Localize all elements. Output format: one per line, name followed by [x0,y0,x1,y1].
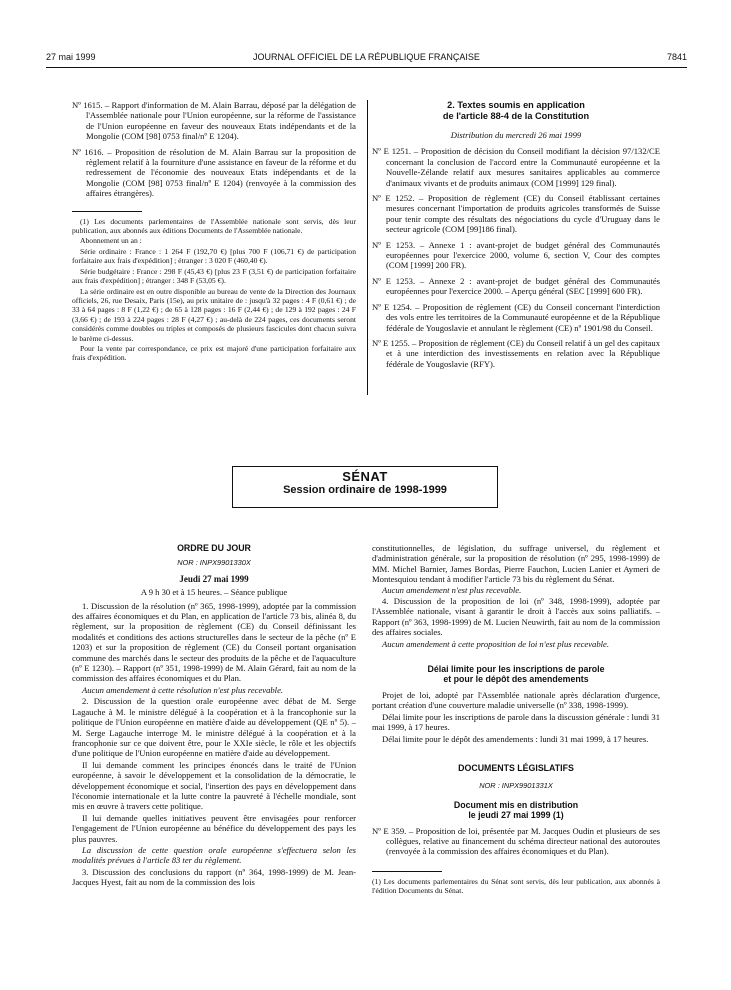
delai-title: Délai limite pour les inscriptions de parole [427,664,605,675]
footnote-line: La série ordinaire est en outre disponible au bureau de vente de la Direction des Journaux officiels, 26, rue Desaix, Paris (15e), au prix unitaire de : jusqu'à 32 pages : 4 F (0,61 €) ; de 33 à 64 pages : 8 F (1,22 €) ; de 65 à 128 pages : 16 F (2,44 €) ; de 129 à 192 pages : 24 F (3,66 €) ; de 193 à 224 pages : 28 F (4,27 €) ; au-delà de 224 pages, ces documents seront considérés comme doubles ou triples et composés de plusieurs fascicules dont chacun suivra le barème ci-dessus. [72,286,356,343]
lower-left-column [72,543,356,889]
documents-title: DOCUMENTS LÉGISLATIFS [458,762,574,773]
footnote-line: (1) Les documents parlementaires de l'Assemblée nationale sont servis, dès leur publication, aux abonnés aux éditions Documents de l'Assemblée nationale. [72,216,356,236]
ordre-du-jour-title: ORDRE DU JOUR [177,543,251,553]
list-item: Nº 1616. – Proposition de résolution de M. Alain Barrau sur la proposition de règlement relatif à la fourniture d'une assistance en faveur de la réforme et du redressement de l'économie des nouveaux Etats indépendants et de la Mongolie (COM [98] 0753 final/nº E 1204) (renvoyée à la commission des affaires étrangères). [72,146,356,199]
session-title: Session ordinaire de 1998-1999 [283,484,447,497]
agenda-note: Aucun amendement à cette proposition de loi n'est plus recevable. [382,638,609,649]
upper-right-column [372,100,660,374]
senat-title: SÉNAT [342,469,388,484]
footnote-rule [372,871,442,872]
agenda-note: Aucun amendement n'est plus recevable. [382,584,522,595]
lower-right-column [372,543,660,896]
agenda-note: La discussion de cette question orale européenne s'effectuera selon les modalités prévues à l'article 83 ter du règlement. [72,844,356,866]
agenda-paragraph: constitutionnelles, de législation, du suffrage universel, du règlement et d'administration générale, sur la proposition de résolution (nº 295, 1998-1999) de MM. Michel Barnier, James Bordas, Pierre Fauchon, Lucien Lanier et Aymeri de Montesquiou tendant à modifier l'article 73 bis du règlement du Sénat. [372,543,660,585]
footnote: (1) Les documents parlementaires du Sénat sont servis, dès leur publication, aux abonnés à l'édition Documents du Sénat. [372,876,660,896]
delai-paragraph: Délai limite pour le dépôt des amendements : lundi 31 mai 1999, à 17 heures. [382,733,649,744]
column-divider [367,100,368,395]
distribution-subtitle: le jeudi 27 mai 1999 (1) [468,810,564,821]
footnote-rule [72,211,142,212]
upper-left-column [72,100,356,364]
delai-subtitle: et pour le dépôt des amendements [443,674,589,685]
footnote-line: Série ordinaire : France : 1 264 F (192,70 €) [plus 700 F (106,71 €) de participation forfaitaire aux frais d'expédition] ; étranger : 3 020 F (460,40 €). [72,246,356,266]
nor-reference: NOR : INPX9901331X [479,781,553,791]
agenda-note: Aucun amendement à cette résolution n'est plus recevable. [82,684,284,695]
agenda-paragraph: 3. Discussion des conclusions du rapport (nº 364, 1998-1999) de M. Jean-Jacques Hyest, fait au nom de la commission des lois [72,866,356,888]
nor-reference: NOR : INPX9901330X [177,558,251,568]
header-rule [46,67,687,68]
journal-title: JOURNAL OFFICIEL DE LA RÉPUBLIQUE FRANÇAISE [253,52,480,62]
agenda-paragraph: 4. Discussion de la proposition de loi (nº 348, 1998-1999), adoptée par l'Assemblée nationale, visant à garantir le droit à l'accès aux soins palliatifs. – Rapport (nº 363, 1998-1999) de M. Lucien Neuwirth, fait au nom de la commission des affaires sociales. [372,596,660,638]
senat-heading-box [232,466,498,508]
session-date: Jeudi 27 mai 1999 [179,573,249,584]
agenda-paragraph: Il lui demande quelles initiatives peuvent être envisagées pour renforcer l'engagement de l'Union européenne au bénéfice du développement des pays les plus pauvres. [72,812,356,844]
list-item: Nº E 359. – Proposition de loi, présentée par M. Jacques Oudin et plusieurs de ses collègues, relative au financement du schéma directeur national des autoroutes (renvoyée à la commission des affaires économiques et du Plan). [372,825,660,857]
list-item: Nº E 1253. – Annexe 1 : avant-projet de budget général des Communautés européennes pour l'exercice 2000, volume 6, section V, Cour des comptes (COM [1999] 200 FR). [372,239,660,271]
agenda-paragraph: 2. Discussion de la question orale européenne avec débat de M. Serge Lagauche à M. le ministre délégué à la coopération et à la francophonie sur la politique de l'Union européenne en matière d'aide au développement (QE nº 5). – M. Serge Lagauche interroge M. le ministre délégué à la coopération et à la francophonie sur ce que doivent être, pour le XXIe siècle, le rôle et les objectifs d'une politique de l'Union européenne en matière d'aide au développement. [72,696,356,759]
delai-paragraph: Projet de loi, adopté par l'Assemblée nationale après déclaration d'urgence, portant création d'une couverture maladie universelle (nº 338, 1998-1999). [372,689,660,711]
footnote-line: Série budgétaire : France : 298 F (45,43 €) [plus 23 F (3,51 €) de participation forfaitaire aux frais d'expédition] ; étranger : 348 F (53,05 €). [72,266,356,286]
list-item: Nº E 1251. – Proposition de décision du Conseil modifiant la décision 97/132/CE concernant la conclusion de l'accord entre la Communauté européenne et la Nouvelle-Zélande relatif aux mesures sanitaires applicables au commerce d'animaux vivants et de produits animaux (COM [1999] 129 final). [372,146,660,188]
page-number: 7841 [666,52,687,62]
distribution-title: Document mis en distribution [453,799,579,810]
footnote-line: Abonnement un an : [80,236,142,246]
delai-paragraph: Délai limite pour les inscriptions de parole dans la discussion générale : lundi 31 mai 1999, à 17 heures. [372,711,660,733]
agenda-paragraph: Il lui demande comment les principes énoncés dans le traité de l'Union européenne, à savoir le développement et la consolidation de la démocratie, le développement économique et social, l'insertion des pays en développement dans l'économie internationale et la lutte contre la pauvreté à l'échelle mondiale, sont mis en œuvre à travers cette politique. [72,759,356,812]
list-item: Nº E 1253. – Annexe 2 : avant-projet de budget général des Communautés européennes pour l'exercice 2000. – Aperçu général (SEC [1999] 600 FR). [372,275,660,297]
section-subtitle: de l'article 88-4 de la Constitution [442,111,590,121]
list-item: Nº E 1255. – Proposition de règlement (CE) du Conseil relatif à un gel des capitaux et à une interdiction des investissements en relation avec la République fédérale de Yougoslavie (RFY). [372,337,660,369]
footnote [72,217,356,363]
list-item: Nº E 1252. – Proposition de règlement (CE) du Conseil établissant certaines mesures concernant l'importation de produits agricoles transformés de Suisse pour tenir compte des résultats des négociations du cycle d'Uruguay dans le secteur agricole (COM [99]186 final). [372,193,660,235]
section-title: 2. Textes soumis en application [447,100,585,110]
agenda-paragraph: 1. Discussion de la résolution (nº 365, 1998-1999), adoptée par la commission des affaires économiques et du Plan, en application de l'article 73 bis, alinéa 8, du règlement, sur la proposition de règlement (CE) du Conseil définissant les modalités et conditions des actions structurelles dans le secteur de la pêche (nº E 1203) et sur la proposition de règlement (CE) du Conseil portant organisation commune des marchés dans le secteur des produits de la pêche et de l'aquaculture (nº E 1230). – Rapport (nº 351, 1998-1999) de M. Alain Gérard, fait au nom de la commission des affaires économiques et du Plan. [72,600,356,684]
list-item: Nº 1615. – Rapport d'information de M. Alain Barrau, déposé par la délégation de l'Assemblée nationale pour l'Union européenne, sur la réforme de l'assistance de l'Union européenne en faveur des nouveaux Etats indépendants et de la Mongolie (COM [98] 0753 final/nº E 1204). [72,100,356,142]
page-header [46,52,687,66]
header-date: 27 mai 1999 [46,52,96,62]
list-item: Nº E 1254. – Proposition de règlement (CE) du Conseil concernant l'interdiction des vols entre les territoires de la Communauté européenne et de la République fédérale de Yougoslavie et annulant le règlement (CE) nº 1901/98 du Conseil. [372,301,660,333]
session-time: A 9 h 30 et à 15 heures. – Séance publique [140,587,288,598]
distribution-date: Distribution du mercredi 26 mai 1999 [450,130,582,140]
footnote-line: Pour la vente par correspondance, ce prix est majoré d'une participation forfaitaire aux frais d'expédition. [72,343,356,363]
